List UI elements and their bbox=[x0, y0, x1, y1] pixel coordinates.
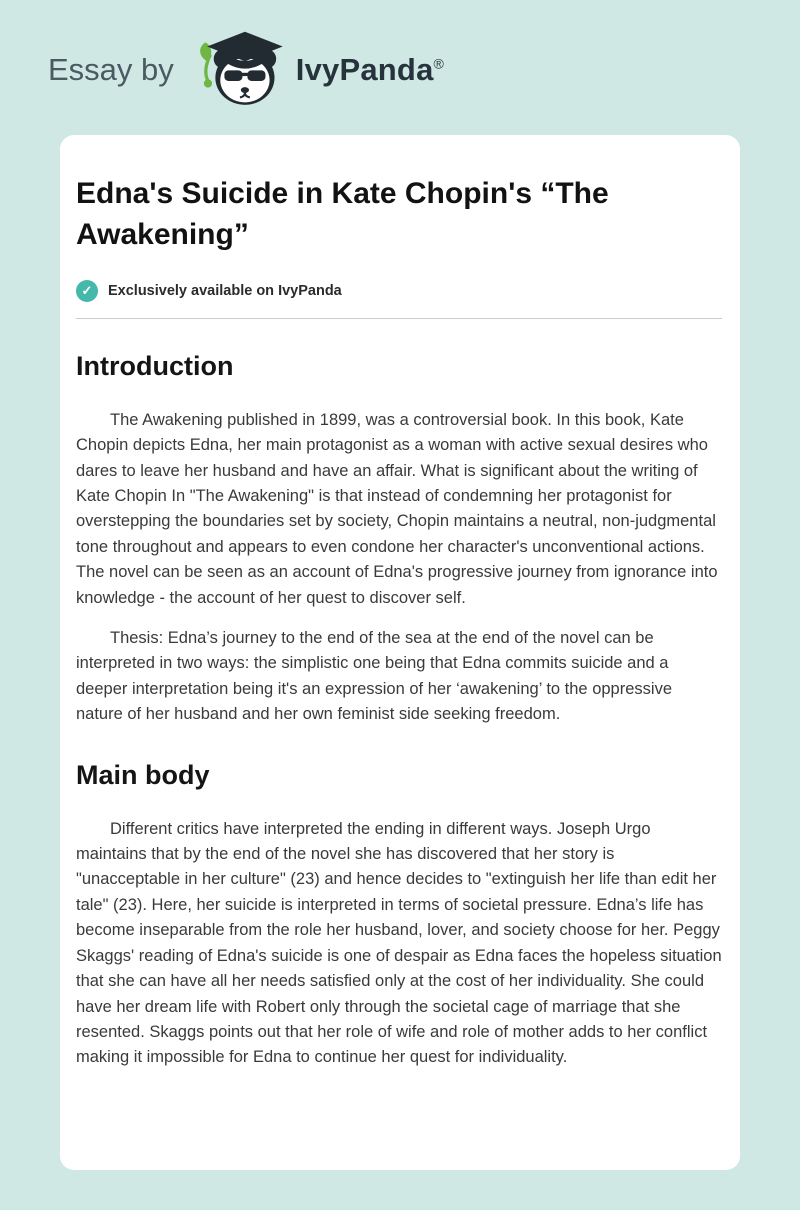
section-main-body bbox=[76, 760, 722, 1071]
section-heading-main-body: Main body bbox=[76, 759, 210, 790]
essay-by-label: Essay by bbox=[48, 51, 174, 87]
section-heading-introduction: Introduction bbox=[76, 350, 234, 381]
availability-label: Exclusively available on IvyPanda bbox=[108, 282, 342, 299]
brand-text: IvyPanda bbox=[295, 51, 434, 87]
paragraph: Different critics have interpreted the ending in different ways. Joseph Urgo maintains that by the end of the novel she has discovered that her story is "unacceptable in her culture" (23) and hence decides to "extinguish her life than edit her tale" (23). Here, her suicide is interpreted in terms of societal pressure. Edna’s life has become inseparable from the role her husband, lover, and society choose for her. Peggy Skaggs' reading of Edna's suicide is one of despair as Edna faces the hopeless situation that she can have all her needs satisfied only at the cost of her individuality. She could have her dream life with Robert only through the societal cage of marriage that she resented. Skaggs points out that her role of wife and role of mother adds to her conflict making it impossible for Edna to continue her quest for individuality. bbox=[76, 819, 722, 1067]
section-introduction bbox=[76, 351, 722, 728]
divider bbox=[76, 318, 722, 319]
ivypanda-logo-icon bbox=[194, 30, 286, 109]
essay-title: Edna's Suicide in Kate Chopin's “The Awakening” bbox=[76, 177, 609, 252]
page-header bbox=[0, 0, 800, 135]
essay-card bbox=[60, 135, 740, 1170]
availability-badge bbox=[76, 280, 722, 302]
brand-name bbox=[296, 52, 444, 88]
check-icon: ✓ bbox=[76, 280, 98, 302]
paragraph: Thesis: Edna’s journey to the end of the sea at the end of the novel can be interpreted in two ways: the simplistic one being that Edna commits suicide and a deeper interpretation being it's an expression of her ‘awakening’ to the oppressive nature of her husband and her own feminist side seeking freedom. bbox=[76, 629, 672, 724]
paragraph: The Awakening published in 1899, was a controversial book. In this book, Kate Chopin depicts Edna, her main protagonist as a woman with active sexual desires who dares to leave her husband and have an affair. What is significant about the writing of Kate Chopin In "The Awakening" is that instead of condemning her protagonist for overstepping the boundaries set by society, Chopin maintains a neutral, non-judgmental tone throughout and appears to even condone her character's unconventional actions. The novel can be seen as an account of Edna's progressive journey from ignorance into knowledge - the account of her quest to discover self. bbox=[76, 410, 718, 607]
registered-mark: ® bbox=[433, 55, 445, 72]
